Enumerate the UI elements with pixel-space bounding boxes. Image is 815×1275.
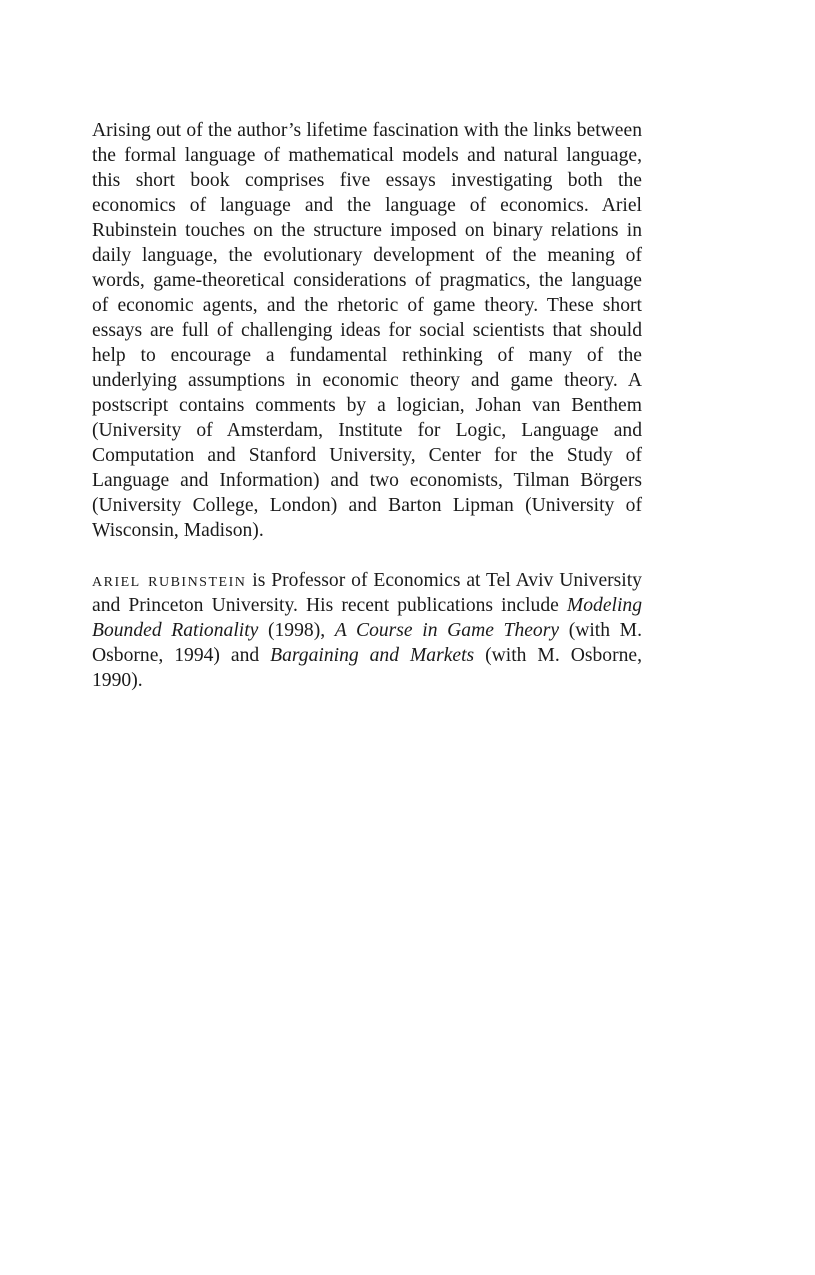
author-bio-text-4: (with M. Osborne, 1990).: [92, 645, 642, 691]
book-title-2: A Course in Game Theory: [334, 620, 560, 641]
author-bio-text-3: (with M. Osborne, 1994) and: [92, 620, 643, 666]
back-cover-text: [92, 118, 642, 693]
author-bio-text-2: (1998),: [258, 620, 335, 641]
book-description: Arising out of the author’s lifetime fascination with the links between the formal language of mathematical models and natural language, this short book comprises five essays investigating both the economics of language and the language of economics. Ariel Rubinstein touches on the structure imposed on binary relations in daily language, the evolutionary development of the meaning of words, game-theoretical considerations of pragmatics, the language of economic agents, and the rhetoric of game theory. These short essays are full of challenging ideas for social scientists that should help to encourage a fundamental rethinking of many of the underlying assumptions in economic theory and game theory. A postscript contains comments by a logician, Johan van Benthem (University of Amsterdam, Institute for Logic, Language and Computation and Stanford University, Center for the Study of Language and Information) and two economists, Tilman Börgers (University College, London) and Barton Lipman (University of Wisconsin, Madison).: [92, 120, 642, 541]
author-bio-intro: is Professor of Economics at Tel Aviv University and Princeton University. His recent publications include: [92, 570, 642, 616]
book-title-1: Modeling Bounded Rationality: [92, 595, 642, 641]
author-name: ariel rubinstein: [92, 570, 247, 591]
book-title-3: Bargaining and Markets: [270, 645, 475, 666]
author-bio: [92, 568, 642, 693]
